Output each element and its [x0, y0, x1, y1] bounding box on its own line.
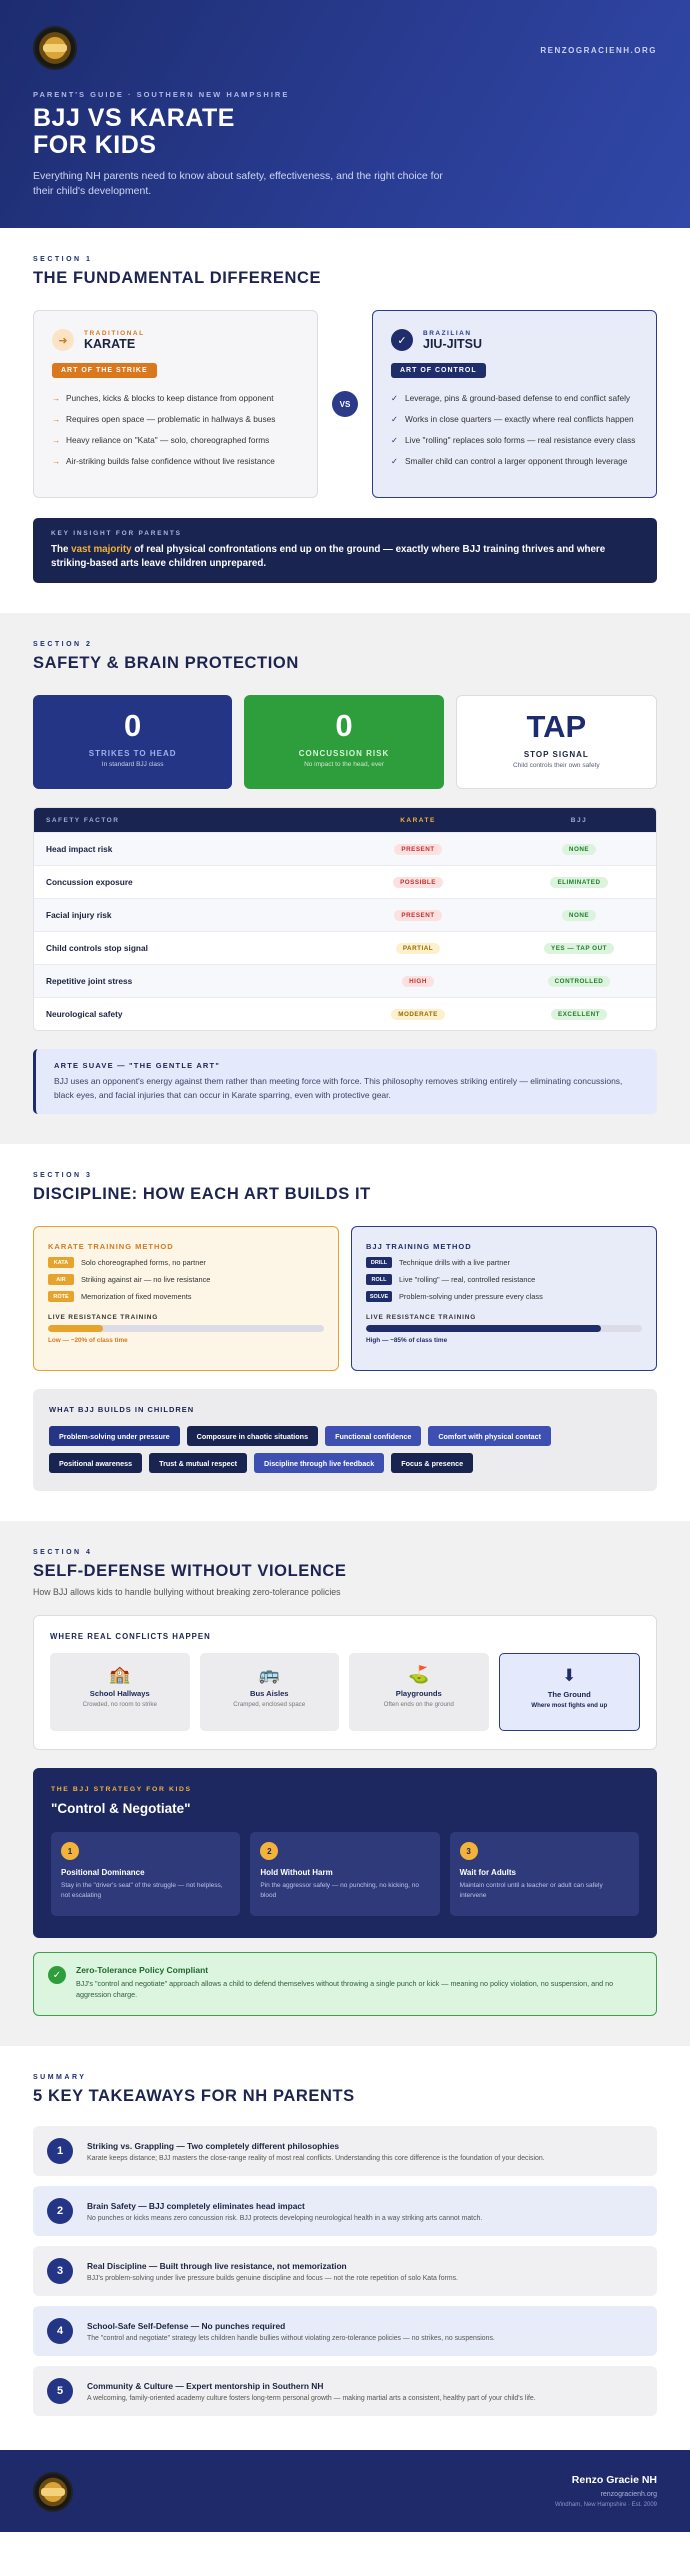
trait-chips	[49, 1426, 641, 1473]
section-label: SUMMARY	[33, 2074, 87, 2081]
trait-chip: Trust & mutual respect	[149, 1453, 247, 1473]
zero-tolerance-label: Zero-Tolerance Policy Compliant	[76, 1965, 209, 1975]
takeaway-number: 3	[47, 2258, 73, 2284]
card-heading: BJJ TRAINING METHOD	[366, 1242, 472, 1251]
hero-header	[0, 0, 690, 228]
strategy-step: 3 Wait for Adults Maintain control until a teacher or adult can safely intervene	[450, 1832, 639, 1916]
trait-chip: Functional confidence	[325, 1426, 421, 1446]
takeaway-title: School-Safe Self-Defense — No punches required	[87, 2320, 286, 2331]
key-insight-box	[33, 518, 657, 583]
location-bus: 🚌 Bus Aisles Cramped, enclosed space	[200, 1653, 340, 1731]
karate-list	[52, 388, 299, 472]
karate-method-card	[33, 1226, 339, 1371]
live-resistance-label: LIVE RESISTANCE TRAINING	[366, 1314, 477, 1321]
academy-logo[interactable]	[33, 2472, 73, 2512]
takeaway-number: 2	[47, 2198, 73, 2224]
bjj-rating: NONE	[562, 844, 596, 855]
note-text: BJJ uses an opponent's energy against them rather than meeting force with force. This philosophy removes striking entirely — eliminating concussions, black eyes, and facial injuries that can occur in Karate sparring, even with protective gear.	[54, 1076, 623, 1100]
karate-rating: PRESENT	[394, 844, 441, 855]
section-label: SECTION 4	[33, 1549, 93, 1556]
bjj-builds-box	[33, 1389, 657, 1491]
bjj-rating: CONTROLLED	[548, 976, 611, 987]
table-row	[34, 964, 656, 997]
table-row	[34, 997, 656, 1030]
stat-cards	[33, 695, 657, 789]
list-item: ✓ Works in close quarters — exactly where real conflicts happen	[391, 409, 638, 430]
bjj-strategy-box	[33, 1768, 657, 1938]
trait-chip: Comfort with physical contact	[428, 1426, 551, 1446]
hero-eyebrow: PARENT'S GUIDE · SOUTHERN NEW HAMPSHIRE	[33, 90, 290, 99]
safety-factor: Neurological safety	[46, 1009, 123, 1019]
takeaway-desc: The "control and negotiate" strategy lets children handle bullies without violating zero-tolerance policies — no strikes, no suspensions.	[87, 2334, 495, 2342]
takeaway-title: Brain Safety — BJJ completely eliminates head impact	[87, 2200, 305, 2211]
takeaway-title: Striking vs. Grappling — Two completely different philosophies	[87, 2140, 340, 2151]
section-takeaways	[0, 2046, 690, 2450]
location-ground: ⬇ The Ground Where most fights end up	[499, 1653, 641, 1731]
insight-label: KEY INSIGHT FOR PARENTS	[51, 530, 182, 537]
page-title: BJJ VS KARATE FOR KIDS	[33, 104, 235, 159]
bjj-card	[372, 310, 657, 498]
karate-rating: HIGH	[402, 976, 434, 987]
training-method-cards	[33, 1226, 657, 1371]
method-row: SOLVE Problem-solving under pressure every class	[366, 1291, 642, 1302]
bjj-tag: ART OF CONTROL	[391, 363, 486, 378]
section-fundamental-difference	[0, 228, 690, 613]
location-hallways: 🏫 School Hallways Crowded, no room to strike	[50, 1653, 190, 1731]
school-icon: 🏫	[109, 1665, 131, 1684]
section-discipline	[0, 1144, 690, 1521]
note-label: ARTE SUAVE — "THE GENTLE ART"	[54, 1061, 221, 1070]
karate-name: KARATE	[84, 336, 136, 351]
section-self-defense	[0, 1521, 690, 2046]
table-row	[34, 931, 656, 964]
takeaway-item	[33, 2126, 657, 2176]
safety-factor: Facial injury risk	[46, 910, 112, 920]
comparison-cards	[33, 310, 657, 498]
section-label: SECTION 1	[33, 256, 93, 263]
takeaway-desc: Karate keeps distance; BJJ masters the close-range reality of most real conflicts. Understanding this core difference is the foundation of your decision.	[87, 2154, 545, 2162]
bjj-rating: YES — TAP OUT	[544, 943, 614, 954]
footer-name: Renzo Gracie NH	[571, 2474, 657, 2486]
section-label: SECTION 3	[33, 1172, 93, 1179]
list-item: ✓ Leverage, pins & ground-based defense to end conflict safely	[391, 388, 638, 409]
section-title: SELF-DEFENSE WITHOUT VIOLENCE	[33, 1562, 347, 1580]
karate-rating: POSSIBLE	[393, 877, 443, 888]
takeaway-number: 4	[47, 2318, 73, 2344]
site-link[interactable]: RENZOGRACIENH.ORG	[540, 46, 657, 55]
section-label: SECTION 2	[33, 641, 93, 648]
insight-text: The vast majority of real physical confrontations end up on the ground — exactly where BJJ training thrives and where striking-based arts leave children unprepared.	[51, 544, 606, 569]
karate-tag: ART OF THE STRIKE	[52, 363, 157, 378]
flag-icon: ⛳	[408, 1665, 430, 1684]
strategy-label: THE BJJ STRATEGY FOR KIDS	[51, 1786, 192, 1793]
bjj-rating: EXCELLENT	[551, 1009, 607, 1020]
stat-card-concussion: 0 CONCUSSION RISK No impact to the head, ever	[244, 695, 443, 789]
takeaway-item	[33, 2246, 657, 2296]
takeaway-desc: A welcoming, family-oriented academy culture fosters long-term personal growth — making martial arts a consistent, healthy part of your child's life.	[87, 2394, 536, 2402]
bjj-name: JIU-JITSU	[423, 336, 483, 351]
arrow-down-icon: ⬇	[562, 1666, 577, 1685]
arrow-right-icon: ➜	[52, 329, 74, 351]
live-resistance-bar	[48, 1325, 324, 1332]
bjj-method-card	[351, 1226, 657, 1371]
safety-table	[33, 807, 657, 1031]
section-title: SAFETY & BRAIN PROTECTION	[33, 654, 299, 672]
method-row: ROTE Memorization of fixed movements	[48, 1291, 324, 1302]
strategy-quote: "Control & Negotiate"	[51, 1801, 191, 1816]
list-item: ✓ Live "rolling" replaces solo forms — real resistance every class	[391, 430, 638, 451]
builds-label: WHAT BJJ BUILDS IN CHILDREN	[49, 1405, 195, 1414]
list-item: → Requires open space — problematic in hallways & buses	[52, 409, 299, 430]
live-resistance-value: High — ~85% of class time	[366, 1337, 448, 1344]
gentle-art-note	[33, 1049, 657, 1114]
section-title: 5 KEY TAKEAWAYS FOR NH PARENTS	[33, 2087, 355, 2105]
takeaway-item	[33, 2186, 657, 2236]
takeaway-item	[33, 2306, 657, 2356]
table-row	[34, 898, 656, 931]
footer-location: Windham, New Hampshire · Est. 2009	[554, 2502, 657, 2508]
safety-factor: Concussion exposure	[46, 877, 133, 887]
bjj-subtitle: BRAZILIAN	[423, 329, 472, 337]
zero-tolerance-box	[33, 1952, 657, 2016]
method-row: ROLL Live "rolling" — real, controlled resistance	[366, 1274, 642, 1285]
method-row: KATA Solo choreographed forms, no partner	[48, 1257, 324, 1268]
section-subtitle: How BJJ allows kids to handle bullying without breaking zero-tolerance policies	[33, 1587, 341, 1597]
bjj-rating: ELIMINATED	[550, 877, 607, 888]
bus-icon: 🚌	[258, 1665, 280, 1684]
list-item: → Punches, kicks & blocks to keep distance from opponent	[52, 388, 299, 409]
page-footer	[0, 2450, 690, 2532]
stat-card-strikes: 0 STRIKES TO HEAD In standard BJJ class	[33, 695, 232, 789]
location-playground: ⛳ Playgrounds Often ends on the ground	[349, 1653, 489, 1731]
live-resistance-label: LIVE RESISTANCE TRAINING	[48, 1314, 159, 1321]
table-row	[34, 865, 656, 898]
takeaway-number: 5	[47, 2378, 73, 2404]
section-safety	[0, 613, 690, 1144]
method-row: AIR Striking against air — no live resistance	[48, 1274, 324, 1285]
footer-link[interactable]: renzogracienh.org	[600, 2491, 657, 2498]
bjj-rating: NONE	[562, 910, 596, 921]
bjj-list	[391, 388, 638, 472]
list-item: → Air-striking builds false confidence without live resistance	[52, 451, 299, 472]
trait-chip: Focus & presence	[391, 1453, 473, 1473]
safety-factor: Head impact risk	[46, 844, 113, 854]
check-circle-icon: ✓	[391, 329, 413, 351]
table-header: SAFETY FACTOR KARATE BJJ	[34, 808, 656, 832]
card-heading: KARATE TRAINING METHOD	[48, 1242, 174, 1251]
takeaway-number: 1	[47, 2138, 73, 2164]
safety-factor: Child controls stop signal	[46, 943, 148, 953]
takeaway-desc: BJJ's problem-solving under live pressure builds genuine discipline and focus — not the rote repetition of solo Kata forms.	[87, 2274, 458, 2282]
conflict-locations-box	[33, 1615, 657, 1750]
takeaway-title: Community & Culture — Expert mentorship in Southern NH	[87, 2380, 324, 2391]
method-row: DRILL Technique drills with a live partner	[366, 1257, 642, 1268]
live-resistance-value: Low — ~20% of class time	[48, 1337, 128, 1344]
hero-subtitle: Everything NH parents need to know about safety, effectiveness, and the right choice for their child's development.	[33, 170, 443, 197]
table-row	[34, 832, 656, 865]
karate-rating: PRESENT	[394, 910, 441, 921]
live-resistance-bar	[366, 1325, 642, 1332]
karate-rating: MODERATE	[391, 1009, 445, 1020]
strategy-step: 1 Positional Dominance Stay in the "driver's seat" of the struggle — not helpless, not escalating	[51, 1832, 240, 1916]
academy-logo[interactable]	[33, 26, 77, 70]
trait-chip: Positional awareness	[49, 1453, 142, 1473]
takeaway-desc: No punches or kicks means zero concussion risk. BJJ protects developing neurological health in a way striking arts cannot match.	[87, 2214, 483, 2222]
safety-factor: Repetitive joint stress	[46, 976, 133, 986]
strategy-step: 2 Hold Without Harm Pin the aggressor safely — no punching, no kicking, no blood	[250, 1832, 439, 1916]
zero-tolerance-text: BJJ's "control and negotiate" approach allows a child to defend themselves without throwing a single punch or kick — meaning no policy violation, no suspension, and no aggression charge.	[76, 1979, 614, 1999]
karate-card	[33, 310, 318, 498]
vs-badge: VS	[332, 391, 358, 417]
section-title: THE FUNDAMENTAL DIFFERENCE	[33, 269, 322, 287]
stat-card-tap: TAP STOP SIGNAL Child controls their own safety	[456, 695, 657, 789]
karate-rating: PARTIAL	[396, 943, 440, 954]
section-title: DISCIPLINE: HOW EACH ART BUILDS IT	[33, 1185, 371, 1203]
list-item: → Heavy reliance on "Kata" — solo, choreographed forms	[52, 430, 299, 451]
check-icon: ✓	[48, 1966, 66, 1984]
trait-chip: Composure in chaotic situations	[187, 1426, 318, 1446]
takeaway-title: Real Discipline — Built through live resistance, not memorization	[87, 2260, 347, 2271]
trait-chip: Problem-solving under pressure	[49, 1426, 180, 1446]
locations-label: WHERE REAL CONFLICTS HAPPEN	[50, 1632, 211, 1641]
list-item: ✓ Smaller child can control a larger opponent through leverage	[391, 451, 638, 472]
takeaway-item	[33, 2366, 657, 2416]
karate-subtitle: TRADITIONAL	[84, 329, 145, 337]
trait-chip: Discipline through live feedback	[254, 1453, 384, 1473]
